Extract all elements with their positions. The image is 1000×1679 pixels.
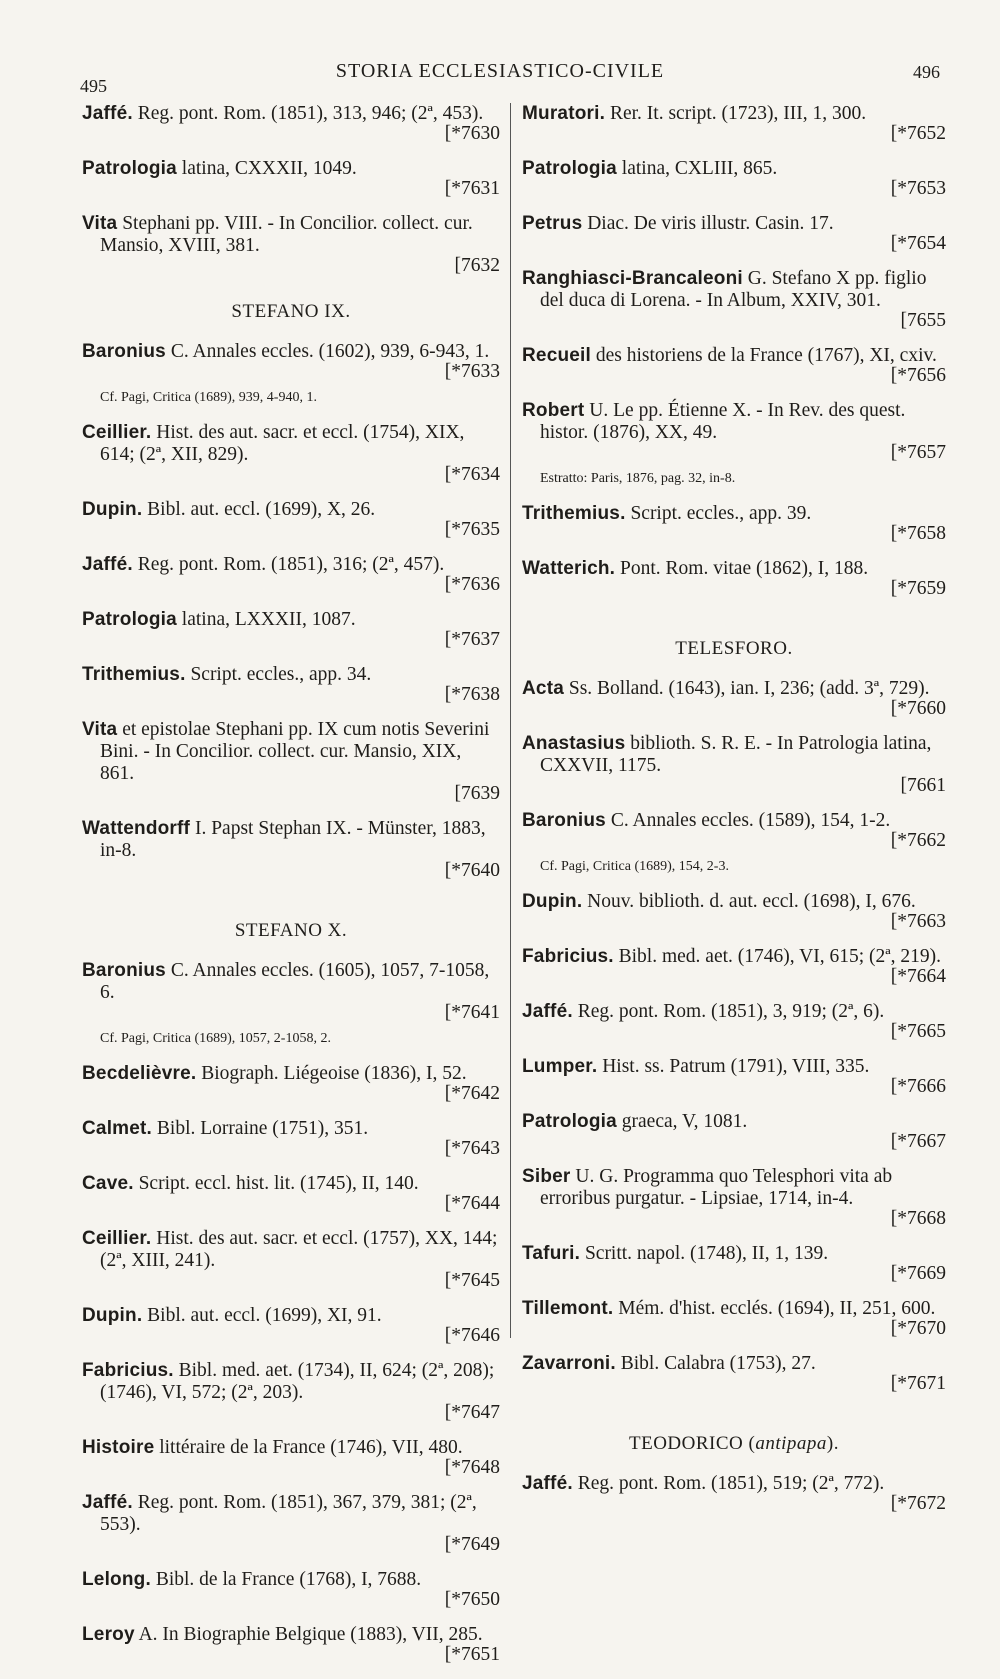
bibliography-entry bbox=[522, 400, 946, 490]
bibliography-entry bbox=[82, 1063, 500, 1105]
author-name: Patrologia bbox=[82, 158, 177, 179]
section-heading: STEFANO IX. bbox=[231, 301, 351, 322]
section-heading bbox=[522, 1433, 946, 1455]
citation-text: C. Annales eccles. (1605), 1057, 7-1058, 6. bbox=[100, 960, 490, 1003]
author-name: Anastasius bbox=[522, 733, 626, 754]
bibliography-entry bbox=[522, 1243, 946, 1285]
running-title: STORIA ECCLESIASTICO-CIVILE bbox=[335, 60, 665, 82]
author-name: Baronius bbox=[522, 810, 606, 831]
reference-number: [*7653 bbox=[890, 178, 946, 199]
bibliography-entry bbox=[522, 268, 946, 332]
bibliography-entry bbox=[522, 891, 946, 933]
bibliography-entry bbox=[82, 103, 500, 145]
citation-text: Script. eccl. hist. lit. (1745), II, 140. bbox=[138, 1173, 419, 1194]
entry-text bbox=[522, 1473, 946, 1495]
bibliography-entry bbox=[522, 558, 946, 600]
author-name: Wattendorff bbox=[82, 818, 191, 839]
citation-text: Script. eccles., app. 34. bbox=[190, 664, 372, 685]
entry-text bbox=[522, 1353, 946, 1375]
author-name: Dupin. bbox=[82, 1305, 143, 1326]
citation-text: Bibl. aut. eccl. (1699), X, 26. bbox=[147, 499, 376, 520]
bibliography-entry bbox=[82, 1228, 500, 1292]
bibliography-entry bbox=[522, 810, 946, 878]
reference-number: [*7631 bbox=[444, 178, 500, 199]
bibliography-entry bbox=[522, 158, 946, 200]
citation-text: Bibl. de la France (1768), I, 7688. bbox=[155, 1569, 422, 1590]
entry-text bbox=[522, 1001, 946, 1023]
citation-text: Bibl. aut. eccl. (1699), XI, 91. bbox=[147, 1305, 382, 1326]
bibliography-entry bbox=[522, 213, 946, 255]
author-name: Calmet. bbox=[82, 1118, 153, 1139]
bibliography-entry bbox=[522, 1473, 946, 1515]
author-name: Ranghiasci-Brancaleoni bbox=[522, 268, 743, 289]
reference-number: [*7635 bbox=[444, 519, 500, 540]
author-name: Baronius bbox=[82, 960, 166, 981]
entry-text bbox=[522, 558, 946, 580]
citation-text: graeca, V, 1081. bbox=[621, 1111, 748, 1132]
citation-text: Reg. pont. Rom. (1851), 313, 946; (2ª, 453). bbox=[137, 103, 484, 124]
bibliography-entry bbox=[82, 422, 500, 486]
cross-reference-note: Cf. Pagi, Critica (1689), 154, 2-3. bbox=[540, 859, 729, 874]
author-name: Fabricius. bbox=[522, 946, 614, 967]
entry-text bbox=[82, 1228, 500, 1272]
author-name: Dupin. bbox=[522, 891, 583, 912]
reference-number: [*7644 bbox=[444, 1193, 500, 1214]
citation-text: Reg. pont. Rom. (1851), 519; (2ª, 772). bbox=[577, 1473, 885, 1494]
bibliography-entry bbox=[82, 818, 500, 882]
entry-text bbox=[522, 1166, 946, 1210]
reference-number: [*7636 bbox=[444, 574, 500, 595]
citation-text: U. G. Programma quo Telesphori vita ab erroribus purgatur. - Lipsiae, 1714, in-4. bbox=[540, 1166, 893, 1209]
reference-number: [*7646 bbox=[444, 1325, 500, 1346]
citation-text: A. In Biographie Belgique (1883), VII, 285. bbox=[138, 1624, 483, 1645]
bibliography-entry bbox=[522, 678, 946, 720]
bibliography-entry bbox=[82, 341, 500, 409]
entry-text bbox=[82, 103, 500, 125]
citation-text: latina, CXXXII, 1049. bbox=[181, 158, 357, 179]
entry-text bbox=[82, 1569, 500, 1591]
entry-text bbox=[522, 1111, 946, 1133]
entry-group bbox=[82, 960, 500, 1666]
reference-number: [*7649 bbox=[444, 1534, 500, 1555]
citation-text: Hist. des aut. sacr. et eccl. (1754), XIX, 614; (2ª, XII, 829). bbox=[100, 422, 465, 465]
reference-number: [*7659 bbox=[890, 578, 946, 599]
reference-number: [*7672 bbox=[890, 1493, 946, 1514]
reference-number: [*7633 bbox=[444, 361, 500, 382]
column-divider bbox=[510, 103, 511, 1338]
entry-text bbox=[522, 345, 946, 367]
bibliography-entry bbox=[82, 1360, 500, 1424]
entry-text bbox=[522, 103, 946, 125]
author-name: Trithemius. bbox=[522, 503, 626, 524]
reference-number: [*7634 bbox=[444, 464, 500, 485]
reference-number: [*7651 bbox=[444, 1644, 500, 1665]
author-name: Vita bbox=[82, 213, 118, 234]
citation-text: Hist. ss. Patrum (1791), VIII, 335. bbox=[602, 1056, 870, 1077]
reference-number: [*7669 bbox=[890, 1263, 946, 1284]
reference-number: [*7654 bbox=[890, 233, 946, 254]
citation-text: I. Papst Stephan IX. - Münster, 1883, in-8. bbox=[100, 818, 486, 861]
reference-number: [*7665 bbox=[890, 1021, 946, 1042]
section-heading-text: TEODORICO (antipapa). bbox=[629, 1433, 839, 1454]
bibliography-entry bbox=[82, 719, 500, 805]
author-name: Cave. bbox=[82, 1173, 134, 1194]
author-name: Lumper. bbox=[522, 1056, 598, 1077]
entry-text bbox=[522, 891, 946, 913]
reference-number: [*7638 bbox=[444, 684, 500, 705]
author-name: Tillemont. bbox=[522, 1298, 614, 1319]
citation-text: latina, CXLIII, 865. bbox=[621, 158, 778, 179]
author-name: Trithemius. bbox=[82, 664, 186, 685]
citation-text: C. Annales eccles. (1589), 154, 1-2. bbox=[610, 810, 891, 831]
entry-group bbox=[82, 341, 500, 882]
entry-group bbox=[522, 678, 946, 1395]
bibliography-entry bbox=[82, 664, 500, 706]
entry-text bbox=[82, 719, 500, 785]
author-name: Siber bbox=[522, 1166, 571, 1187]
entry-text bbox=[82, 1437, 500, 1459]
citation-text: Rer. It. script. (1723), III, 1, 300. bbox=[609, 103, 867, 124]
reference-number: [7655 bbox=[900, 310, 946, 331]
author-name: Lelong. bbox=[82, 1569, 151, 1590]
entry-text bbox=[82, 554, 500, 576]
author-name: Petrus bbox=[522, 213, 583, 234]
bibliography-entry bbox=[522, 1056, 946, 1098]
bibliography-entry bbox=[522, 1166, 946, 1230]
bibliography-entry bbox=[522, 1353, 946, 1395]
author-name: Watterich. bbox=[522, 558, 616, 579]
citation-text: Hist. des aut. sacr. et eccl. (1757), XX, 144; (2ª, XIII, 241). bbox=[100, 1228, 498, 1271]
reference-number: [*7642 bbox=[444, 1083, 500, 1104]
reference-number: [*7647 bbox=[444, 1402, 500, 1423]
bibliography-entry bbox=[82, 1492, 500, 1556]
bibliography-entry bbox=[82, 554, 500, 596]
page-number-right: 496 bbox=[913, 62, 940, 82]
author-name: Fabricius. bbox=[82, 1360, 174, 1381]
reference-number: [*7658 bbox=[890, 523, 946, 544]
bibliography-entry bbox=[82, 1305, 500, 1347]
author-name: Ceillier. bbox=[82, 1228, 152, 1249]
citation-text: Nouv. biblioth. d. aut. eccl. (1698), I, 676. bbox=[587, 891, 916, 912]
citation-text: Reg. pont. Rom. (1851), 367, 379, 381; (2ª, 553). bbox=[100, 1492, 477, 1535]
author-name: Jaffé. bbox=[522, 1001, 573, 1022]
cross-reference-note: Cf. Pagi, Critica (1689), 1057, 2-1058, 2. bbox=[100, 1031, 331, 1046]
reference-number: [*7652 bbox=[890, 123, 946, 144]
entry-text bbox=[82, 1492, 500, 1536]
entry-text bbox=[82, 1173, 500, 1195]
reference-number: [*7650 bbox=[444, 1589, 500, 1610]
entry-text bbox=[522, 946, 946, 968]
reference-number: [*7667 bbox=[890, 1131, 946, 1152]
author-name: Robert bbox=[522, 400, 585, 421]
citation-text: biblioth. S. R. E. - In Patrologia latina, CXXVII, 1175. bbox=[540, 733, 932, 776]
reference-number: [7639 bbox=[454, 783, 500, 804]
entry-text bbox=[82, 213, 500, 257]
entry-text bbox=[522, 1298, 946, 1320]
citation-text: Mém. d'hist. ecclés. (1694), II, 251, 600. bbox=[618, 1298, 936, 1319]
entry-group bbox=[522, 1473, 946, 1515]
author-name: Tafuri. bbox=[522, 1243, 581, 1264]
author-name: Leroy bbox=[82, 1624, 135, 1645]
page-number-left: 495 bbox=[80, 76, 107, 96]
author-name: Patrologia bbox=[522, 158, 617, 179]
author-name: Recueil bbox=[522, 345, 591, 366]
citation-text: G. Stefano X pp. figlio del duca di Lorena. - In Album, XXIV, 301. bbox=[540, 268, 927, 311]
citation-text: Scritt. napol. (1748), II, 1, 139. bbox=[584, 1243, 829, 1264]
author-name: Histoire bbox=[82, 1437, 155, 1458]
entry-text bbox=[82, 341, 500, 363]
left-column bbox=[82, 103, 500, 1679]
bibliography-entry bbox=[82, 1569, 500, 1611]
author-name: Jaffé. bbox=[82, 1492, 133, 1513]
bibliography-entry bbox=[522, 1111, 946, 1153]
bibliography-entry bbox=[522, 946, 946, 988]
reference-number: [*7662 bbox=[890, 830, 946, 851]
reference-number: [*7640 bbox=[444, 860, 500, 881]
author-name: Jaffé. bbox=[522, 1473, 573, 1494]
section-heading: TELESFORO. bbox=[675, 638, 793, 659]
citation-text: Bibl. med. aet. (1746), VI, 615; (2ª, 219). bbox=[618, 946, 942, 967]
bibliography-entry bbox=[82, 1173, 500, 1215]
entry-text bbox=[82, 1063, 500, 1085]
bibliography-entry bbox=[522, 503, 946, 545]
entry-text bbox=[82, 422, 500, 466]
citation-text: Reg. pont. Rom. (1851), 316; (2ª, 457). bbox=[137, 554, 445, 575]
citation-text: Reg. pont. Rom. (1851), 3, 919; (2ª, 6). bbox=[577, 1001, 885, 1022]
reference-number: [*7657 bbox=[890, 442, 946, 463]
entry-text bbox=[522, 1056, 946, 1078]
entry-group bbox=[82, 103, 500, 277]
entry-text bbox=[82, 960, 500, 1004]
bibliography-entry bbox=[522, 345, 946, 387]
entry-text bbox=[82, 158, 500, 180]
author-name: Becdelièvre. bbox=[82, 1063, 197, 1084]
entry-text bbox=[522, 213, 946, 235]
citation-text: Stephani pp. VIII. - In Concilior. collect. cur. Mansio, XVIII, 381. bbox=[100, 213, 473, 256]
reference-number: [*7630 bbox=[444, 123, 500, 144]
bibliography-entry bbox=[82, 158, 500, 200]
entry-text bbox=[82, 1624, 500, 1646]
citation-text: latina, LXXXII, 1087. bbox=[181, 609, 356, 630]
entry-text bbox=[82, 499, 500, 521]
entry-group bbox=[522, 103, 946, 600]
citation-text: Bibl. med. aet. (1734), II, 624; (2ª, 208); (1746), VI, 572; (2ª, 203). bbox=[100, 1360, 495, 1403]
entry-text bbox=[522, 158, 946, 180]
author-name: Zavarroni. bbox=[522, 1353, 616, 1374]
entry-text bbox=[82, 609, 500, 631]
citation-text: Bibl. Lorraine (1751), 351. bbox=[156, 1118, 369, 1139]
entry-text bbox=[82, 818, 500, 862]
entry-text bbox=[522, 733, 946, 777]
entry-text bbox=[82, 1305, 500, 1327]
author-name: Muratori. bbox=[522, 103, 606, 124]
entry-text bbox=[82, 664, 500, 686]
reference-number: [*7645 bbox=[444, 1270, 500, 1291]
entry-text bbox=[522, 810, 946, 832]
bibliography-entry bbox=[82, 1437, 500, 1479]
reference-number: [*7637 bbox=[444, 629, 500, 650]
entry-text bbox=[522, 400, 946, 444]
reference-number: [*7648 bbox=[444, 1457, 500, 1478]
entry-text bbox=[522, 1243, 946, 1265]
bibliography-entry bbox=[82, 1118, 500, 1160]
reference-number: [*7663 bbox=[890, 911, 946, 932]
citation-text: C. Annales eccles. (1602), 939, 6-943, 1. bbox=[170, 341, 490, 362]
author-name: Patrologia bbox=[82, 609, 177, 630]
reference-number: [*7671 bbox=[890, 1373, 946, 1394]
citation-text: et epistolae Stephani pp. IX cum notis Severini Bini. - In Concilior. collect. cur. Mansio, XIX, 861. bbox=[100, 719, 490, 784]
author-name: Ceillier. bbox=[82, 422, 152, 443]
section-heading: STEFANO X. bbox=[234, 920, 348, 941]
author-name: Jaffé. bbox=[82, 103, 133, 124]
bibliography-entry bbox=[522, 103, 946, 145]
citation-text: Bibl. Calabra (1753), 27. bbox=[620, 1353, 816, 1374]
bibliography-entry bbox=[82, 609, 500, 651]
reference-number: [*7660 bbox=[890, 698, 946, 719]
cross-reference-note: Cf. Pagi, Critica (1689), 939, 4-940, 1. bbox=[100, 390, 317, 405]
reference-number: [*7641 bbox=[444, 1002, 500, 1023]
citation-text: Pont. Rom. vitae (1862), I, 188. bbox=[620, 558, 869, 579]
reference-number: [*7643 bbox=[444, 1138, 500, 1159]
bibliography-entry bbox=[82, 1624, 500, 1666]
citation-text: U. Le pp. Étienne X. - In Rev. des quest. histor. (1876), XX, 49. bbox=[540, 400, 906, 443]
author-name: Dupin. bbox=[82, 499, 143, 520]
citation-text: littéraire de la France (1746), VII, 480. bbox=[159, 1437, 463, 1458]
bibliography-entry bbox=[522, 1298, 946, 1340]
reference-number: [7632 bbox=[454, 255, 500, 276]
bibliography-entry bbox=[522, 733, 946, 797]
bibliography-entry bbox=[82, 960, 500, 1050]
entry-text bbox=[522, 268, 946, 312]
reference-number: [*7664 bbox=[890, 966, 946, 987]
author-name: Baronius bbox=[82, 341, 166, 362]
citation-text: des historiens de la France (1767), XI, cxiv. bbox=[595, 345, 937, 366]
reference-number: [*7670 bbox=[890, 1318, 946, 1339]
citation-text: Script. eccles., app. 39. bbox=[630, 503, 812, 524]
author-name: Acta bbox=[522, 678, 564, 699]
citation-text: Diac. De viris illustr. Casin. 17. bbox=[587, 213, 834, 234]
reference-number: [7661 bbox=[900, 775, 946, 796]
reference-number: [*7666 bbox=[890, 1076, 946, 1097]
cross-reference-note: Estratto: Paris, 1876, pag. 32, in-8. bbox=[540, 471, 736, 486]
right-column bbox=[522, 103, 946, 1528]
page-header bbox=[0, 58, 1000, 96]
bibliography-entry bbox=[82, 213, 500, 277]
reference-number: [*7668 bbox=[890, 1208, 946, 1229]
bibliography-entry bbox=[522, 1001, 946, 1043]
author-name: Patrologia bbox=[522, 1111, 617, 1132]
entry-text bbox=[82, 1360, 500, 1404]
entry-text bbox=[82, 1118, 500, 1140]
citation-text: Ss. Bolland. (1643), ian. I, 236; (add. 3ª, 729). bbox=[568, 678, 930, 699]
author-name: Jaffé. bbox=[82, 554, 133, 575]
bibliography-entry bbox=[82, 499, 500, 541]
entry-text bbox=[522, 503, 946, 525]
reference-number: [*7656 bbox=[890, 365, 946, 386]
entry-text bbox=[522, 678, 946, 700]
author-name: Vita bbox=[82, 719, 118, 740]
citation-text: Biograph. Liégeoise (1836), I, 52. bbox=[201, 1063, 467, 1084]
